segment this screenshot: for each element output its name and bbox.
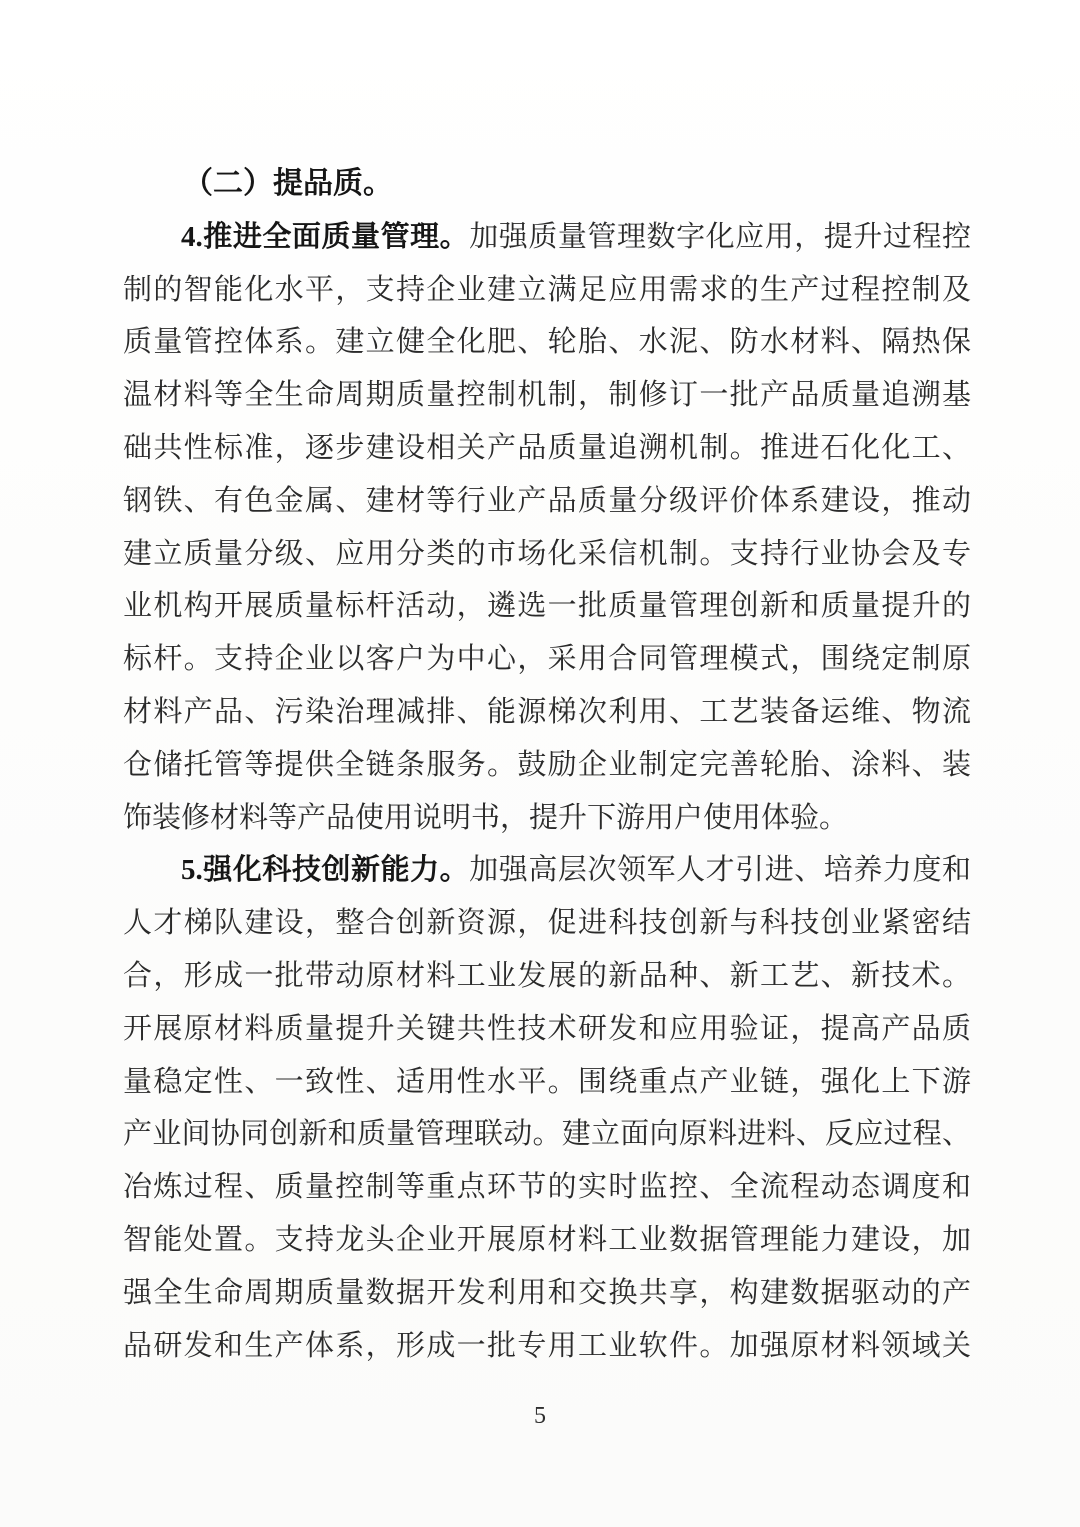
page-number: 5 — [534, 1403, 546, 1429]
paragraph-lead: 4.推进全面质量管理。 — [181, 220, 470, 253]
text-line: 材料产品、污染治理减排、能源梯次利用、工艺装备运维、物流 — [123, 695, 971, 728]
text-line: 标杆。支持企业以客户为中心，采用合同管理模式，围绕定制原 — [123, 643, 971, 676]
text-line: 建立质量分级、应用分类的市场化采信机制。支持行业协会及专 — [123, 537, 971, 570]
text-line: 品研发和生产体系，形成一批专用工业软件。加强原材料领域关 — [123, 1329, 971, 1362]
text-line: 5.强化科技创新能力。加强高层次领军人才引进、培养力度和 — [181, 854, 971, 887]
text-line: 础共性标准，逐步建设相关产品质量追溯机制。推进石化化工、 — [123, 431, 971, 464]
text-line: 量稳定性、一致性、适用性水平。围绕重点产业链，强化上下游 — [123, 1065, 971, 1098]
paragraph-4 — [123, 211, 971, 845]
text-line: 饰装修材料等产品使用说明书，提升下游用户使用体验。 — [123, 801, 849, 834]
text-line: 产业间协同创新和质量管理联动。建立面向原料进料、反应过程、 — [123, 1118, 971, 1151]
text-line: 仓储托管等提供全链条服务。鼓励企业制定完善轮胎、涂料、装 — [123, 748, 971, 781]
text-line: 智能处置。支持龙头企业开展原材料工业数据管理能力建设，加 — [123, 1223, 971, 1256]
text-line: 人才梯队建设，整合创新资源，促进科技创新与科技创业紧密结 — [123, 907, 971, 940]
text-line: 4.推进全面质量管理。加强质量管理数字化应用，提升过程控 — [181, 220, 971, 253]
document-body — [123, 158, 971, 1372]
text-line: 钢铁、有色金属、建材等行业产品质量分级评价体系建设，推动 — [123, 484, 971, 517]
text-line: 开展原材料质量提升关键共性技术研发和应用验证，提高产品质 — [123, 1012, 971, 1045]
text-line: 冶炼过程、质量控制等重点环节的实时监控、全流程动态调度和 — [123, 1171, 971, 1204]
text-line: 强全生命周期质量数据开发利用和交换共享，构建数据驱动的产 — [123, 1276, 971, 1309]
section-heading: （二）提品质。 — [183, 167, 393, 200]
text-line: 温材料等全生命周期质量控制机制，制修订一批产品质量追溯基 — [123, 379, 971, 412]
text-line: 合，形成一批带动原材料工业发展的新品种、新工艺、新技术。 — [123, 959, 971, 992]
text-line: 业机构开展质量标杆活动，遴选一批质量管理创新和质量提升的 — [123, 590, 971, 623]
text-line: 制的智能化水平，支持企业建立满足应用需求的生产过程控制及 — [123, 273, 971, 306]
paragraph-lead: 5.强化科技创新能力。 — [181, 854, 470, 887]
page-footer — [0, 1398, 1080, 1434]
text-line: 质量管控体系。建立健全化肥、轮胎、水泥、防水材料、隔热保 — [123, 326, 971, 359]
paragraph-5 — [123, 844, 971, 1372]
